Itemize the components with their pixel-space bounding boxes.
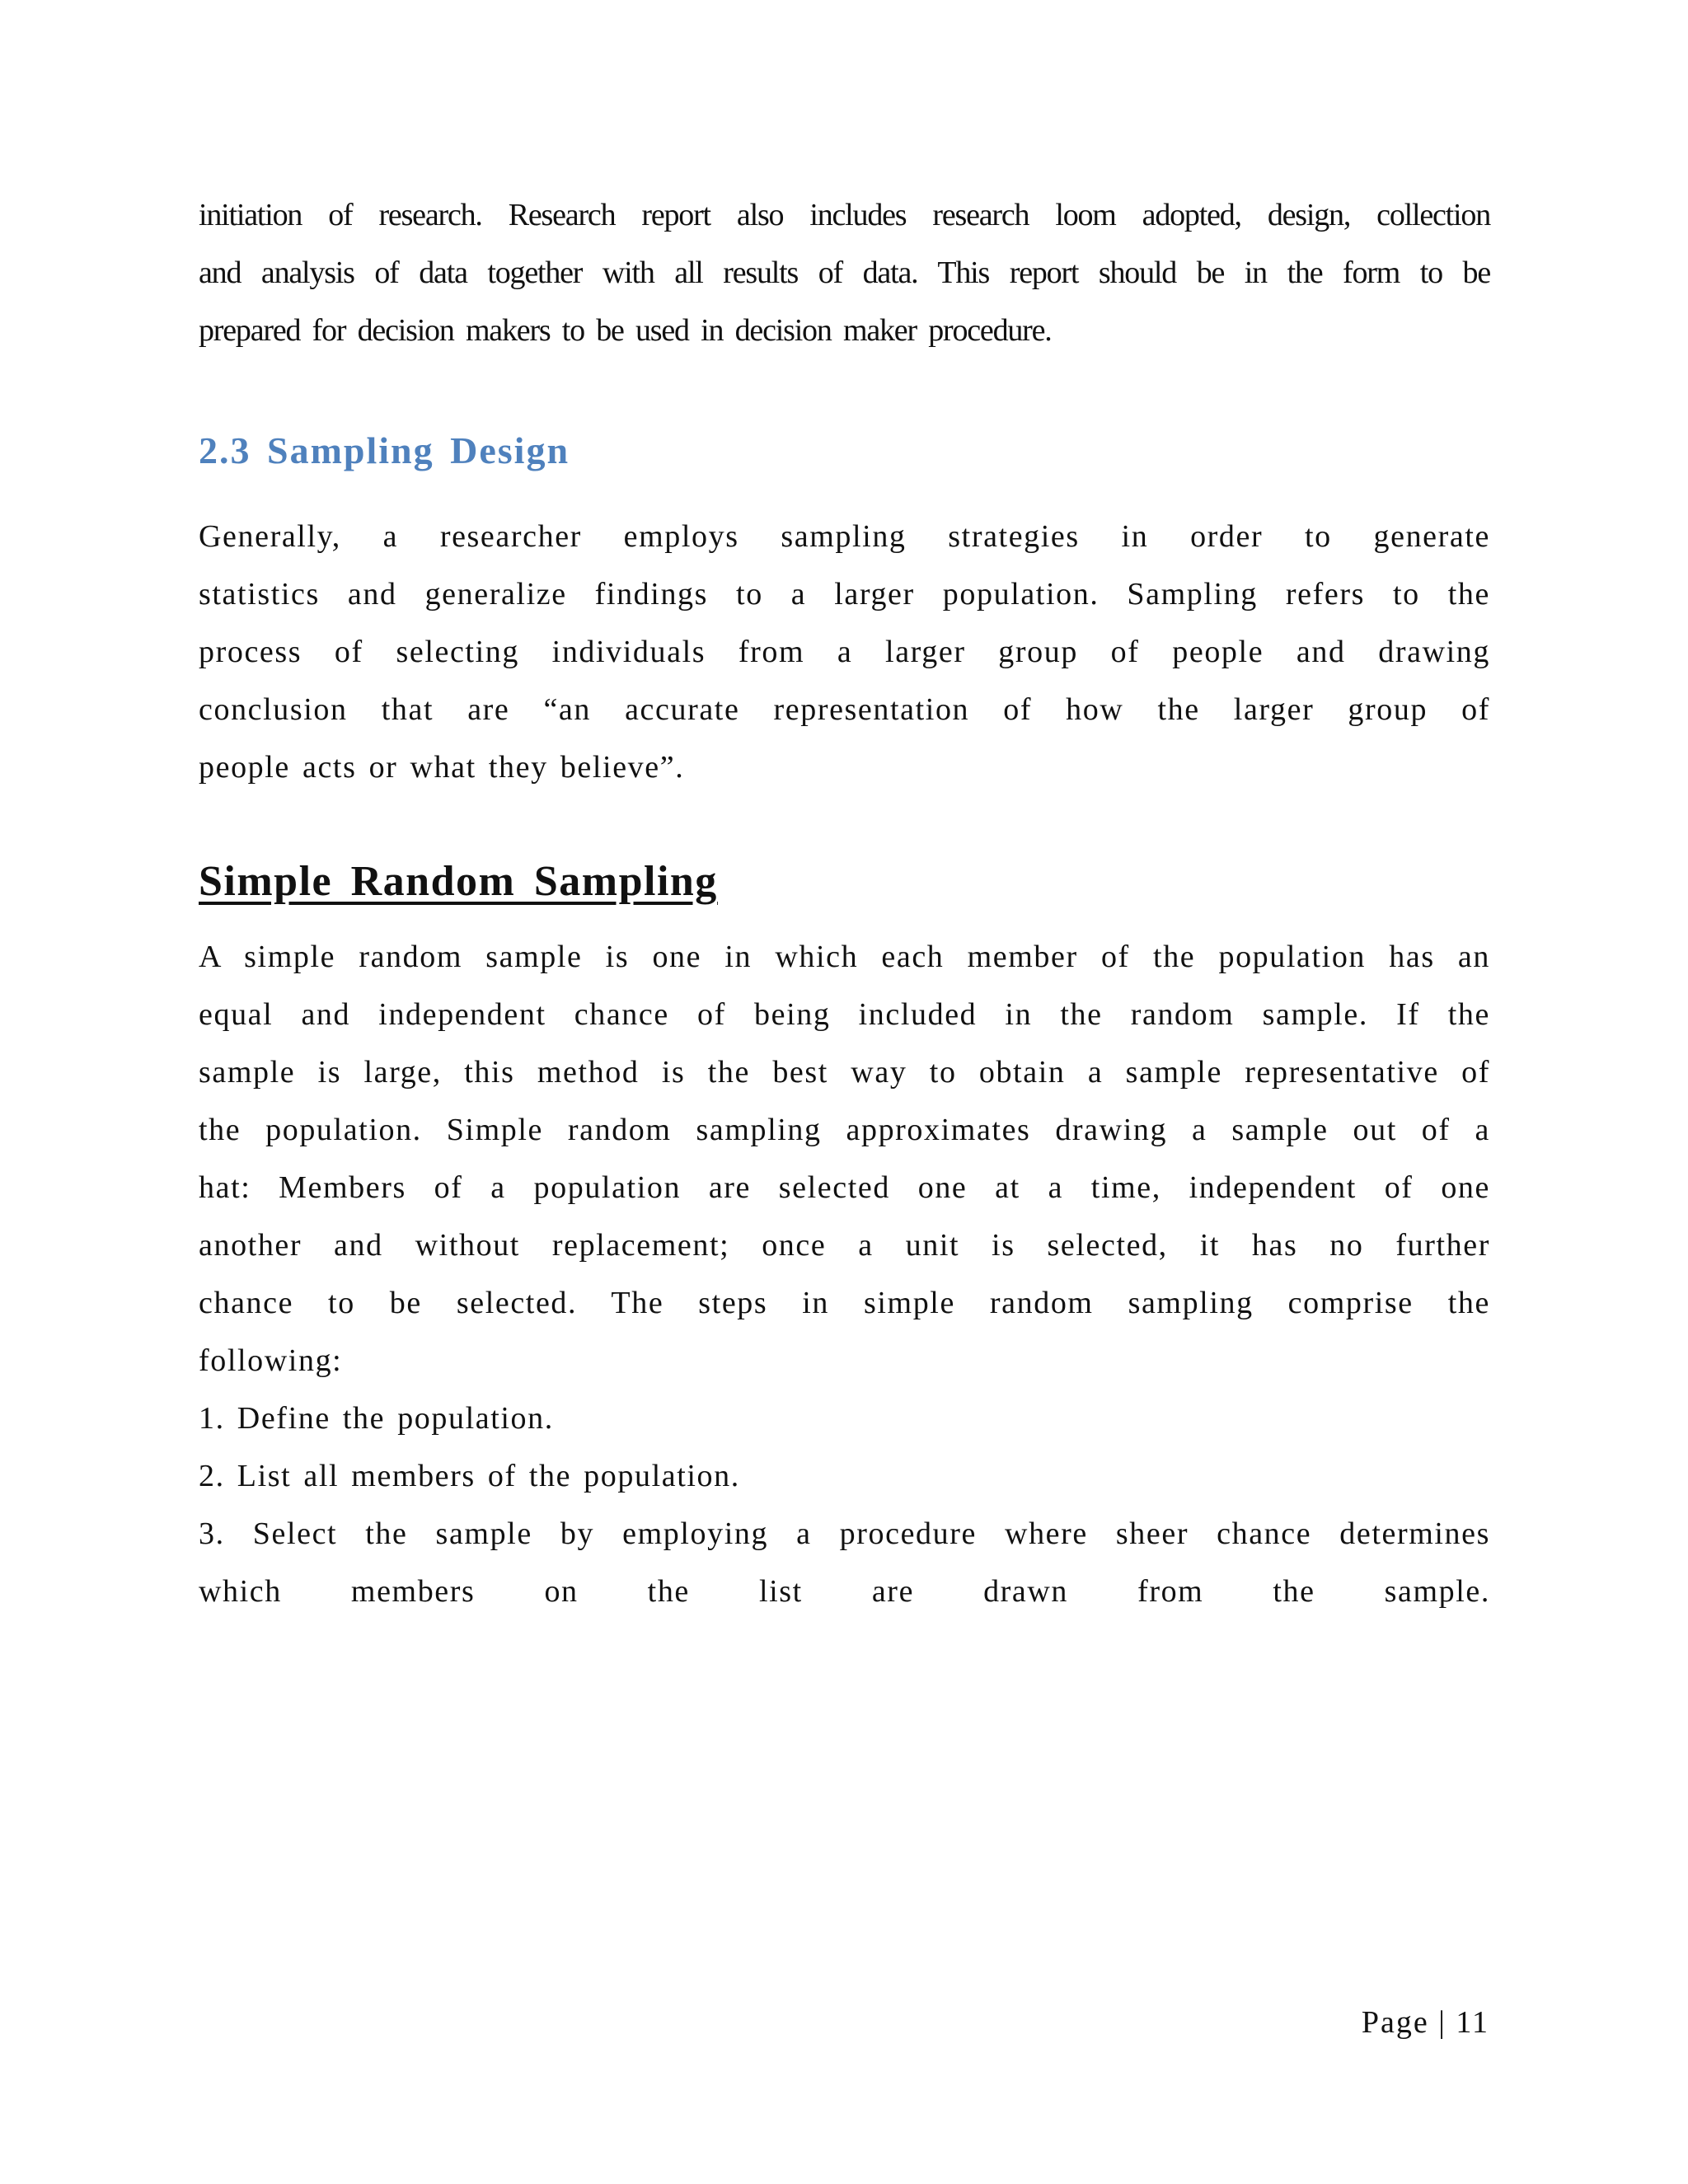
intro-line: initiation of research. Research report also includes research loom adopted, design, collection	[199, 198, 1490, 232]
step-item: 1. Define the population.	[199, 1401, 554, 1436]
sampling-line: statistics and generalize findings to a larger population. Sampling refers to the	[199, 577, 1490, 612]
subsection-heading: Simple Random Sampling	[199, 858, 718, 905]
intro-line: and analysis of data together with all results of data. This report should be in the form to be	[199, 255, 1490, 290]
intro-line: prepared for decision makers to be used in decision maker procedure.	[199, 313, 1052, 348]
sampling-line: process of selecting individuals from a larger group of people and drawing	[199, 635, 1490, 669]
sampling-design-paragraph	[199, 508, 1490, 796]
sampling-line: conclusion that are “an accurate representation of how the larger group of	[199, 692, 1490, 727]
random-line: sample is large, this method is the best way to obtain a sample representative of	[199, 1055, 1490, 1090]
steps-list	[199, 1390, 1490, 1620]
random-line: following:	[199, 1343, 343, 1378]
simple-random-sampling-paragraph	[199, 928, 1490, 1390]
intro-paragraph	[199, 186, 1490, 359]
random-line: equal and independent chance of being included in the random sample. If the	[199, 997, 1490, 1032]
step-item: 3. Select the sample by employing a procedure where sheer chance determines	[199, 1516, 1490, 1551]
random-line: the population. Simple random sampling approximates drawing a sample out of a	[199, 1113, 1490, 1147]
random-line: another and without replacement; once a unit is selected, it has no further	[199, 1228, 1490, 1263]
sampling-line: Generally, a researcher employs sampling strategies in order to generate	[199, 519, 1490, 554]
random-line: chance to be selected. The steps in simple random sampling comprise the	[199, 1286, 1490, 1320]
sampling-line: people acts or what they believe”.	[199, 750, 685, 785]
step-item-continuation: which members on the list are drawn from the sample.	[199, 1574, 1490, 1609]
random-line: A simple random sample is one in which each member of the population has an	[199, 940, 1490, 974]
section-heading: 2.3 Sampling Design	[199, 429, 570, 471]
page-number: Page | 11	[1361, 2005, 1489, 2040]
random-line: hat: Members of a population are selected one at a time, independent of one	[199, 1170, 1490, 1205]
step-item: 2. List all members of the population.	[199, 1459, 740, 1493]
